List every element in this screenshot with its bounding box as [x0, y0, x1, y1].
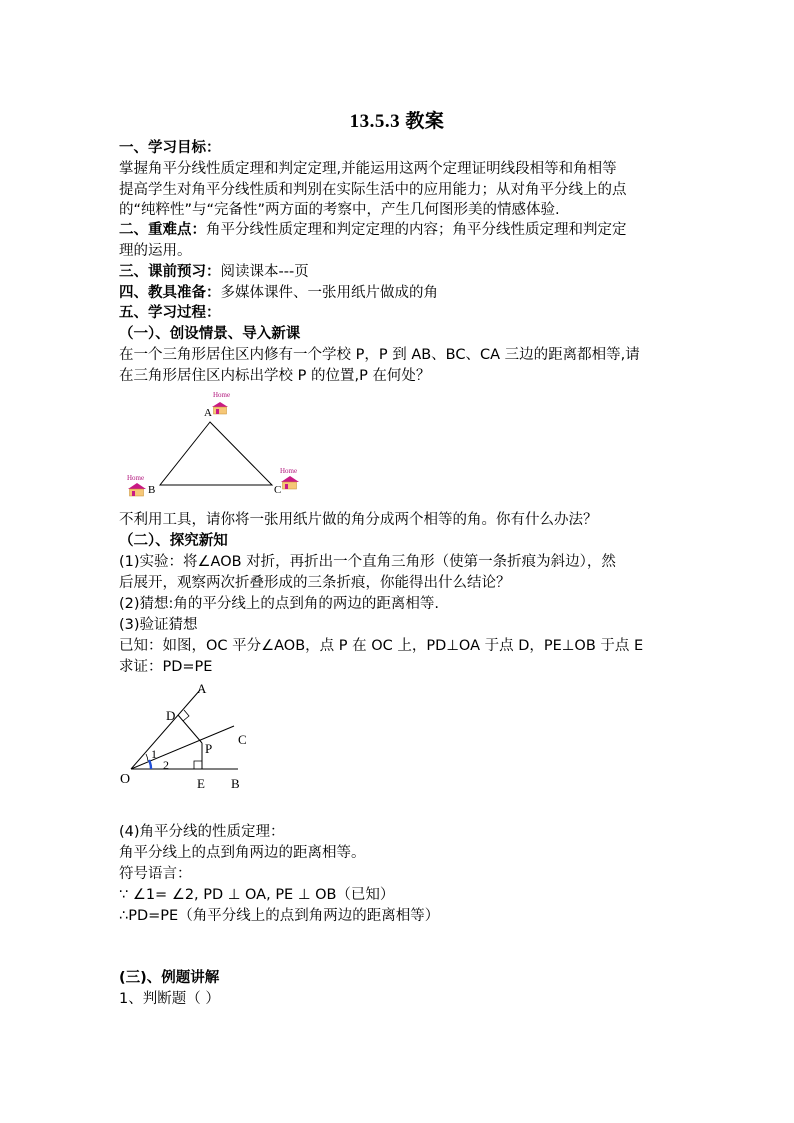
bisector-oc: [131, 726, 234, 769]
preview-text: 阅读课本---页: [220, 264, 309, 280]
key-points-line: [119, 220, 627, 240]
fold-question: 不利用工具，请你将一张用纸片做的角分成两个相等的角。你有什么办法？: [119, 512, 598, 528]
symbolic-conclusion: ∴PD=PE（角平分线上的点到角两边的距离相等）: [119, 908, 440, 924]
true-false-question: 1、判断题（ ）: [119, 991, 220, 1007]
angle-bisector-figure: [116, 678, 276, 796]
subsection-2-heading: （二）、探究新知: [119, 533, 228, 549]
point-e-label: E: [197, 776, 205, 791]
experiment-line-2: 后展开，观察两次折叠形成的三条折痕，你能得出什么结论？: [119, 575, 511, 591]
vertex-a-label: A: [204, 407, 212, 419]
problem-line-1: 在一个三角形居住区内修有一个学校 P，P 到 AB、BC、CA 三边的距离都相等,请: [119, 347, 640, 363]
symbolic-given: ∵ ∠1= ∠2, PD ⊥ OA, PE ⊥ OB（已知）: [119, 887, 395, 903]
home-icon-b: [127, 474, 146, 496]
vertex-b-label: B: [148, 484, 156, 496]
symbolic-heading: 符号语言：: [119, 866, 192, 882]
objectives-line-3: 的“纯粹性”与“完备性”两方面的考察中，产生几何图形美的情感体验.: [119, 202, 560, 218]
theorem-statement: 角平分线上的点到角两边的距离相等。: [119, 845, 366, 861]
subsection-1-heading: （一）、创设情景、导入新课: [119, 326, 301, 342]
angle-2-arc: [149, 760, 151, 769]
verify-heading: (3)验证猜想: [119, 617, 198, 633]
given-line: 已知：如图，OC 平分∠AOB，点 P 在 OC 上，PD⊥OA 于点 D，PE⊥OB 于点 E: [119, 638, 644, 654]
home-icon-c: [280, 467, 299, 489]
problem-line-2: 在三角形居住区内标出学校 P 的位置,P 在何处？: [119, 368, 431, 384]
theorem-heading: (4)角平分线的性质定理：: [119, 824, 285, 840]
point-a-label: A: [197, 681, 207, 696]
home-icon-a: [212, 391, 230, 414]
vertex-c-label: C: [274, 484, 282, 496]
angle-1-arc: [146, 754, 148, 761]
objectives-line-1: 掌握角平分线性质定理和判定定理,并能运用这两个定理证明线段相等和角相等: [119, 161, 617, 177]
key-points-text: 角平分线性质定理和判定定理的内容；角平分线性质定理和判定定: [206, 222, 627, 238]
key-points-heading: 二、重难点：: [119, 222, 206, 238]
key-points-line-2: 理的运用。: [119, 243, 192, 259]
triangle-residence-figure: [118, 388, 318, 502]
experiment-line-1: (1)实验：将∠AOB 对折，再折出一个直角三角形（使第一条折痕为斜边），然: [119, 554, 616, 570]
angle-2-label: 2: [163, 758, 169, 772]
segment-pd: [178, 715, 202, 743]
right-angle-mark-d: [183, 710, 189, 721]
conjecture-line: (2)猜想:角的平分线上的点到角的两边的距离相等.: [119, 596, 440, 612]
right-angle-mark-e: [194, 761, 202, 769]
svg-text:Home: Home: [213, 391, 231, 399]
materials-text: 多媒体课件、一张用纸片做成的角: [220, 285, 438, 301]
point-o-label: O: [120, 772, 131, 787]
point-c-label: C: [238, 732, 247, 747]
point-p-label: P: [205, 741, 213, 756]
prove-line: 求证：PD=PE: [119, 659, 213, 675]
subsection-3-heading: (三)、例题讲解: [119, 970, 220, 986]
angle-1-label: 1: [151, 747, 157, 761]
point-d-label: D: [166, 708, 176, 723]
triangle-abc: [160, 422, 272, 485]
materials-heading: 四、教具准备：: [119, 285, 221, 301]
page-title: 13.5.3 教案: [349, 111, 445, 132]
point-b-label: B: [231, 776, 240, 791]
preview-line: [119, 262, 309, 282]
svg-text:Home: Home: [127, 474, 145, 482]
objectives-line-2: 提高学生对角平分线性质和判别在实际生活中的应用能力；从对角平分线上的点: [119, 182, 627, 198]
process-heading: 五、学习过程：: [119, 305, 221, 321]
materials-line: [119, 283, 438, 303]
section-objectives-heading: 一、学习目标：: [119, 140, 221, 156]
preview-heading: 三、课前预习：: [119, 264, 221, 280]
svg-text:Home: Home: [280, 467, 298, 475]
